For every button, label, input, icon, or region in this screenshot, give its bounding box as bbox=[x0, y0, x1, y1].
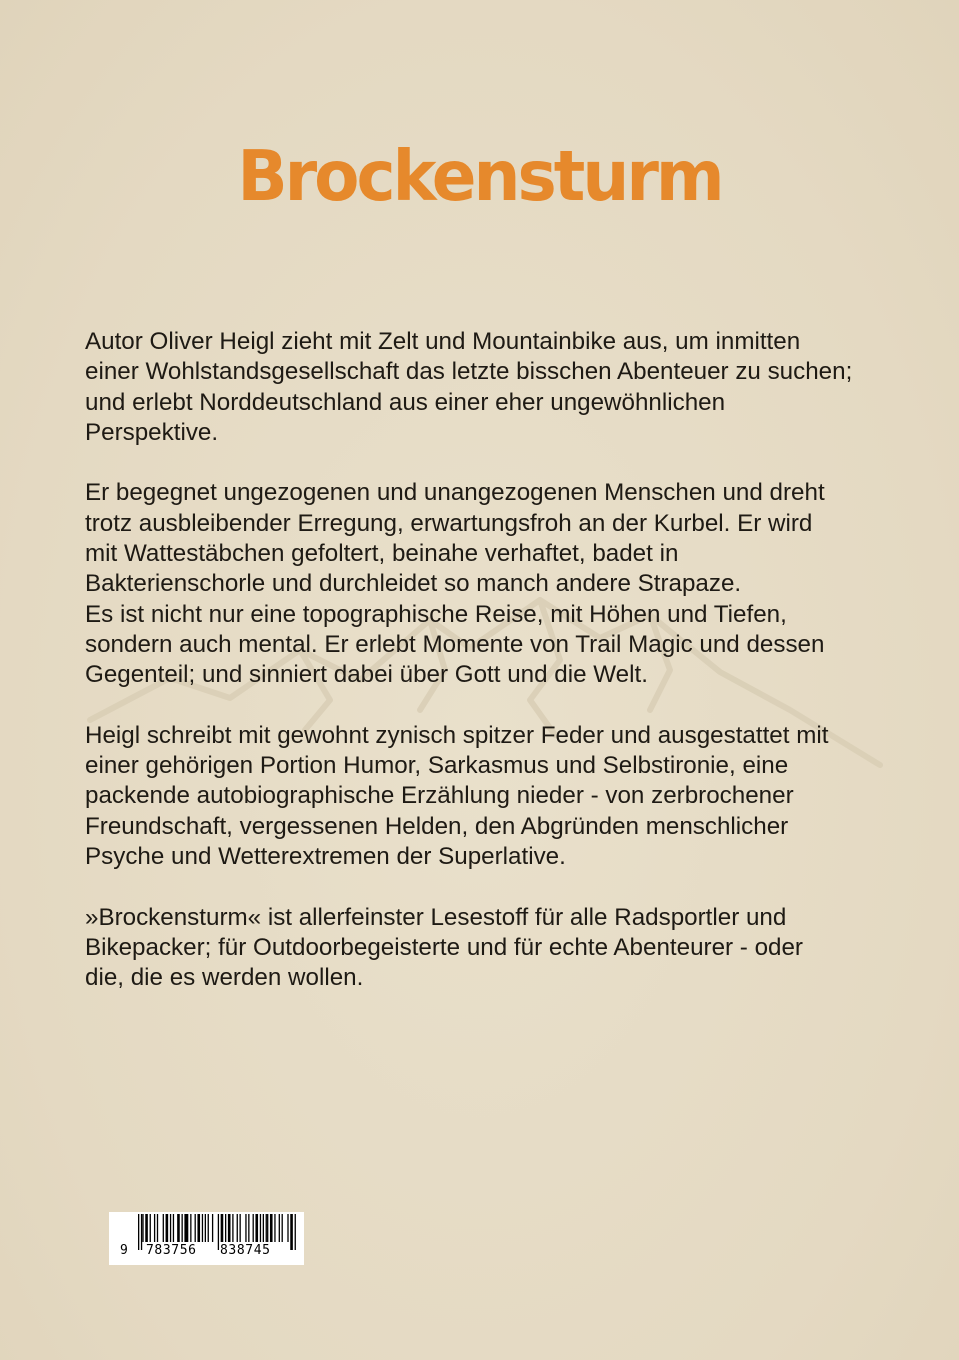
barcode-bar bbox=[237, 1214, 238, 1242]
barcode-bar bbox=[267, 1214, 268, 1242]
text-line: Bikepacker; für Outdoorbegeisterte und für echte Abenteurer - oder bbox=[85, 933, 803, 961]
barcode-bar bbox=[253, 1214, 254, 1242]
barcode-bar bbox=[154, 1214, 155, 1242]
text-line: Perspektive. bbox=[85, 418, 219, 446]
text-line: Freundschaft, vergessenen Helden, den Abgründen menschlicher bbox=[85, 812, 789, 840]
barcode-bar bbox=[279, 1214, 280, 1242]
barcode-bar bbox=[282, 1214, 283, 1242]
barcode-bar bbox=[142, 1214, 143, 1242]
blurb-text bbox=[85, 327, 885, 1024]
barcode-bar bbox=[202, 1214, 203, 1242]
barcode-bar bbox=[166, 1214, 169, 1242]
blurb-paragraph bbox=[85, 721, 885, 872]
barcode-bar bbox=[260, 1214, 261, 1242]
barcode-bar bbox=[274, 1214, 275, 1242]
barcode-bar bbox=[184, 1214, 188, 1242]
barcode-first-digit: 9 bbox=[120, 1243, 128, 1258]
text-line: Bakterienschorle und durchleidet so manch andere Strapaze. bbox=[85, 570, 742, 598]
text-line: Heigl schreibt mit gewohnt zynisch spitzer Feder und ausgestattet mit bbox=[85, 721, 829, 749]
book-title: Brockensturm bbox=[237, 136, 722, 217]
barcode-bar bbox=[248, 1214, 249, 1242]
barcode-bar bbox=[290, 1214, 293, 1250]
barcode-bar bbox=[295, 1214, 296, 1250]
barcode-bar bbox=[190, 1214, 191, 1242]
barcode-bar bbox=[228, 1214, 231, 1242]
barcode-bar bbox=[225, 1214, 226, 1242]
barcode-bar bbox=[205, 1214, 206, 1242]
blurb-paragraph bbox=[85, 478, 885, 690]
barcode-bar bbox=[195, 1214, 196, 1242]
barcode-bar bbox=[270, 1214, 273, 1242]
text-line: einer Wohlstandsgesellschaft das letzte bisschen Abenteuer zu suchen; bbox=[85, 358, 853, 386]
text-line: »Brockensturm« ist allerfeinster Lesestoff für alle Radsportler und bbox=[85, 903, 787, 931]
text-line: Gegenteil; und sinniert dabei über Gott und die Welt. bbox=[85, 661, 648, 689]
barcode-digits-left: 783756 bbox=[146, 1243, 197, 1258]
barcode-bar bbox=[163, 1214, 164, 1242]
barcode-bar bbox=[212, 1214, 213, 1242]
barcode-digits-right: 838745 bbox=[220, 1243, 271, 1258]
barcode-bar bbox=[208, 1214, 209, 1242]
text-line: trotz ausbleibender Erregung, erwartungsfroh an der Kurbel. Er wird bbox=[85, 509, 813, 537]
barcode-bar bbox=[157, 1214, 158, 1242]
barcode-bar bbox=[232, 1214, 233, 1242]
text-line: Psyche und Wetterextremen der Superlative. bbox=[85, 843, 566, 871]
text-line: packende autobiographische Erzählung nieder - von zerbrochener bbox=[85, 782, 794, 810]
barcode-bar bbox=[245, 1214, 246, 1242]
barcode-bar bbox=[197, 1214, 200, 1242]
barcode-bar bbox=[170, 1214, 171, 1242]
text-line: und erlebt Norddeutschland aus einer eher ungewöhnlichen bbox=[85, 388, 726, 416]
text-line: Er begegnet ungezogenen und unangezogenen Menschen und dreht bbox=[85, 479, 825, 507]
barcode-bar bbox=[150, 1214, 151, 1242]
barcode-bar bbox=[173, 1214, 174, 1242]
barcode-bar bbox=[255, 1214, 258, 1242]
text-line: Autor Oliver Heigl zieht mit Zelt und Mountainbike aus, um inmitten bbox=[85, 328, 801, 355]
blurb-paragraph bbox=[85, 903, 885, 994]
barcode-bar bbox=[145, 1214, 148, 1242]
text-line: sondern auch mental. Er erlebt Momente von Trail Magic und dessen bbox=[85, 630, 825, 658]
barcode-bar bbox=[138, 1214, 139, 1250]
text-line: einer gehörigen Portion Humor, Sarkasmus und Selbstironie, eine bbox=[85, 752, 789, 780]
barcode-bar bbox=[221, 1214, 224, 1242]
blurb-paragraph bbox=[85, 327, 885, 448]
barcode-bar bbox=[240, 1214, 241, 1242]
barcode-bar bbox=[141, 1214, 142, 1250]
barcode-bar bbox=[287, 1214, 288, 1242]
isbn-barcode bbox=[109, 1212, 304, 1265]
barcode-bar bbox=[266, 1214, 267, 1242]
barcode-bar bbox=[182, 1214, 183, 1242]
text-line: mit Wattestäbchen gefoltert, beinahe verhaftet, badet in bbox=[85, 540, 679, 568]
barcode-bar bbox=[218, 1214, 219, 1250]
barcode-bar bbox=[177, 1214, 180, 1242]
barcode-bar bbox=[263, 1214, 264, 1242]
text-line: Es ist nicht nur eine topographische Reise, mit Höhen und Tiefen, bbox=[85, 600, 787, 628]
text-line: die, die es werden wollen. bbox=[85, 964, 364, 992]
